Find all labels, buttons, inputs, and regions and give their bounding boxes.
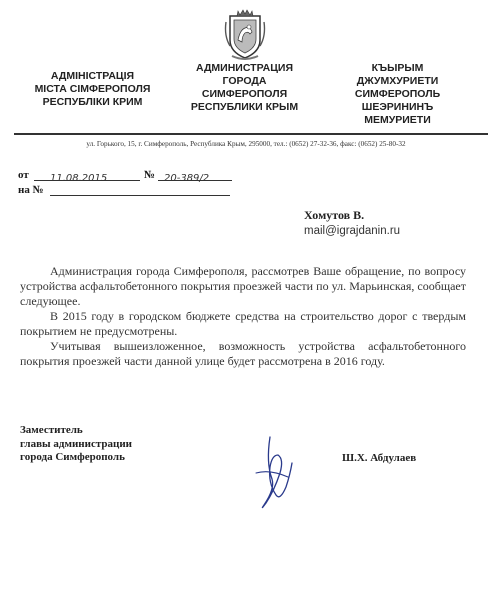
org-name-russian: АДМИНИСТРАЦИЯ ГОРОДА СИМФЕРОПОЛЯ РЕСПУБЛИКИ КРЫМ xyxy=(190,62,299,113)
contact-details: ул. Горького, 15, г. Симферополь, Республика Крым, 295000, тел.: (0652) 27-32-36, факс: (0652) 25-80-32 xyxy=(86,140,406,148)
coat-of-arms-emblem xyxy=(222,6,268,62)
letter-body xyxy=(20,264,466,369)
number-line xyxy=(158,168,232,184)
body-paragraph: Администрация города Симферополя, рассмотрев Ваше обращение, по вопросу устройства асфальтобетонного покрытия проезжей части по ул. Марьинская, сообщает следующее. xyxy=(20,264,466,308)
signer-name: Ш.Х. Абдулаев xyxy=(342,452,417,464)
reference-line xyxy=(50,183,230,196)
recipient-name: Хомутов В. xyxy=(304,208,365,222)
date-line xyxy=(34,168,140,184)
recipient-block xyxy=(304,208,400,237)
from-label: от xyxy=(18,169,29,181)
handwritten-signature xyxy=(250,433,294,513)
recipient-email: mail@igrajdanin.ru xyxy=(304,225,401,237)
number-label: № xyxy=(144,169,156,181)
org-name-crimean-tatar: КЪЫРЫМ ДЖУМХУРИЕТИ СИМФЕРОПОЛЬ ШЕЭРИНИНЪ МЕМУРИЕТИ xyxy=(354,62,441,126)
signer-title: Заместитель главы администрации города Симферополь xyxy=(20,424,133,463)
header-divider xyxy=(14,133,488,135)
org-name-ukrainian: АДМІНІСТРАЦІЯ МІСТА СІМФЕРОПОЛЯ РЕСПУБЛІКИ КРИМ xyxy=(34,70,151,108)
reference-label: на № xyxy=(18,184,44,196)
outgoing-number: 20-389/2 xyxy=(164,173,210,184)
body-paragraph: В 2015 году в городском бюджете средства на строительство дорог с твердым покрытием не предусмотрены. xyxy=(20,309,466,338)
outgoing-date: 11.08.2015 xyxy=(50,173,108,184)
body-paragraph: Учитывая вышеизложенное, возможность устройства асфальтобетонного покрытия проезжей части данной улице будет рассмотрена в 2016 году. xyxy=(20,339,466,368)
